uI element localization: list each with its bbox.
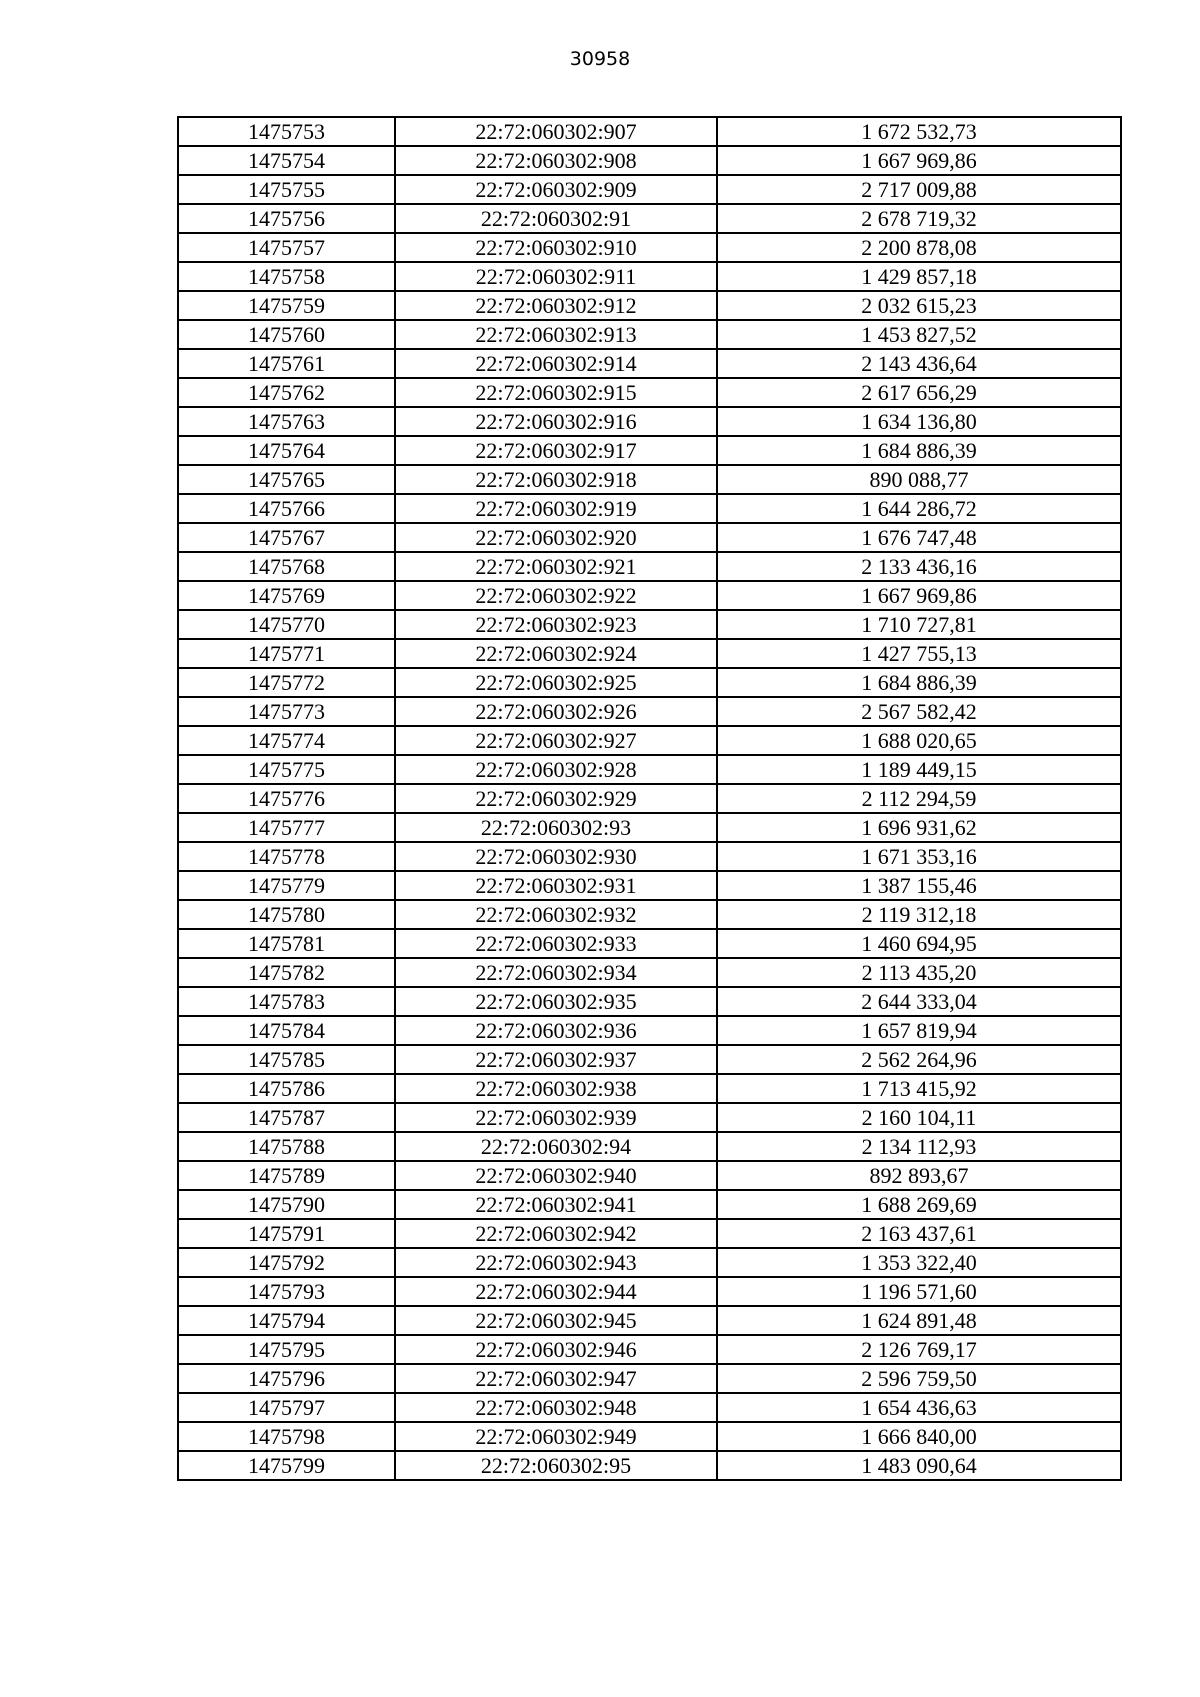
row-number-cell: 1475761 (178, 349, 395, 378)
cadastral-value-cell: 1 353 322,40 (717, 1248, 1121, 1277)
cadastral-value-cell: 1 696 931,62 (717, 813, 1121, 842)
row-number-cell: 1475786 (178, 1074, 395, 1103)
table-row (178, 465, 1121, 494)
row-number-cell: 1475774 (178, 726, 395, 755)
row-number-cell: 1475771 (178, 639, 395, 668)
row-number-cell: 1475772 (178, 668, 395, 697)
cadastral-value-cell: 2 163 437,61 (717, 1219, 1121, 1248)
cadastral-number-cell: 22:72:060302:908 (395, 146, 717, 175)
row-number-cell: 1475754 (178, 146, 395, 175)
cadastral-number-cell: 22:72:060302:926 (395, 697, 717, 726)
row-number-cell: 1475787 (178, 1103, 395, 1132)
cadastral-number-cell: 22:72:060302:94 (395, 1132, 717, 1161)
cadastral-value-cell: 2 119 312,18 (717, 900, 1121, 929)
row-number-cell: 1475788 (178, 1132, 395, 1161)
cadastral-value-cell: 890 088,77 (717, 465, 1121, 494)
cadastral-number-cell: 22:72:060302:927 (395, 726, 717, 755)
cadastral-number-cell: 22:72:060302:946 (395, 1335, 717, 1364)
table-row (178, 639, 1121, 668)
table-row (178, 668, 1121, 697)
row-number-cell: 1475799 (178, 1451, 395, 1480)
row-number-cell: 1475780 (178, 900, 395, 929)
cadastral-value-cell: 2 112 294,59 (717, 784, 1121, 813)
row-number-cell: 1475794 (178, 1306, 395, 1335)
row-number-cell: 1475795 (178, 1335, 395, 1364)
table-row (178, 407, 1121, 436)
table-row (178, 1045, 1121, 1074)
cadastral-number-cell: 22:72:060302:907 (395, 117, 717, 146)
cadastral-value-table (177, 116, 1122, 1481)
table-row (178, 610, 1121, 639)
cadastral-number-cell: 22:72:060302:95 (395, 1451, 717, 1480)
cadastral-value-cell: 1 684 886,39 (717, 668, 1121, 697)
cadastral-value-cell: 1 672 532,73 (717, 117, 1121, 146)
cadastral-number-cell: 22:72:060302:916 (395, 407, 717, 436)
cadastral-value-cell: 2 717 009,88 (717, 175, 1121, 204)
row-number-cell: 1475796 (178, 1364, 395, 1393)
cadastral-number-cell: 22:72:060302:912 (395, 291, 717, 320)
cadastral-number-cell: 22:72:060302:937 (395, 1045, 717, 1074)
table-row (178, 349, 1121, 378)
row-number-cell: 1475781 (178, 929, 395, 958)
cadastral-number-cell: 22:72:060302:929 (395, 784, 717, 813)
cadastral-value-cell: 1 644 286,72 (717, 494, 1121, 523)
cadastral-value-cell: 2 567 582,42 (717, 697, 1121, 726)
row-number-cell: 1475791 (178, 1219, 395, 1248)
table-row (178, 1219, 1121, 1248)
row-number-cell: 1475792 (178, 1248, 395, 1277)
row-number-cell: 1475793 (178, 1277, 395, 1306)
cadastral-number-cell: 22:72:060302:925 (395, 668, 717, 697)
row-number-cell: 1475769 (178, 581, 395, 610)
table-row (178, 871, 1121, 900)
row-number-cell: 1475790 (178, 1190, 395, 1219)
cadastral-value-cell: 1 427 755,13 (717, 639, 1121, 668)
cadastral-value-cell: 1 667 969,86 (717, 581, 1121, 610)
cadastral-number-cell: 22:72:060302:924 (395, 639, 717, 668)
cadastral-number-cell: 22:72:060302:909 (395, 175, 717, 204)
cadastral-number-cell: 22:72:060302:920 (395, 523, 717, 552)
table-row (178, 697, 1121, 726)
row-number-cell: 1475766 (178, 494, 395, 523)
table-row (178, 233, 1121, 262)
cadastral-number-cell: 22:72:060302:941 (395, 1190, 717, 1219)
table-row (178, 1306, 1121, 1335)
cadastral-number-cell: 22:72:060302:923 (395, 610, 717, 639)
row-number-cell: 1475753 (178, 117, 395, 146)
cadastral-value-cell: 2 596 759,50 (717, 1364, 1121, 1393)
table-row (178, 929, 1121, 958)
row-number-cell: 1475782 (178, 958, 395, 987)
table-row (178, 813, 1121, 842)
cadastral-value-cell: 1 624 891,48 (717, 1306, 1121, 1335)
table-row (178, 1364, 1121, 1393)
cadastral-number-cell: 22:72:060302:934 (395, 958, 717, 987)
cadastral-number-cell: 22:72:060302:919 (395, 494, 717, 523)
cadastral-number-cell: 22:72:060302:948 (395, 1393, 717, 1422)
cadastral-value-cell: 1 387 155,46 (717, 871, 1121, 900)
cadastral-number-cell: 22:72:060302:931 (395, 871, 717, 900)
cadastral-number-cell: 22:72:060302:932 (395, 900, 717, 929)
row-number-cell: 1475765 (178, 465, 395, 494)
table-row (178, 1016, 1121, 1045)
cadastral-value-cell: 2 032 615,23 (717, 291, 1121, 320)
row-number-cell: 1475783 (178, 987, 395, 1016)
cadastral-value-cell: 1 189 449,15 (717, 755, 1121, 784)
table-row (178, 784, 1121, 813)
table-row (178, 291, 1121, 320)
table-row (178, 146, 1121, 175)
row-number-cell: 1475785 (178, 1045, 395, 1074)
table-row (178, 436, 1121, 465)
row-number-cell: 1475763 (178, 407, 395, 436)
cadastral-number-cell: 22:72:060302:943 (395, 1248, 717, 1277)
row-number-cell: 1475773 (178, 697, 395, 726)
cadastral-value-cell: 1 688 020,65 (717, 726, 1121, 755)
cadastral-value-cell: 1 671 353,16 (717, 842, 1121, 871)
table-row (178, 204, 1121, 233)
table-row (178, 1161, 1121, 1190)
cadastral-value-cell: 2 160 104,11 (717, 1103, 1121, 1132)
table-row (178, 1335, 1121, 1364)
table-body (178, 117, 1121, 1480)
cadastral-value-cell: 2 113 435,20 (717, 958, 1121, 987)
cadastral-value-cell: 2 133 436,16 (717, 552, 1121, 581)
cadastral-value-cell: 1 654 436,63 (717, 1393, 1121, 1422)
table-row (178, 552, 1121, 581)
table-row (178, 1451, 1121, 1480)
cadastral-value-cell: 1 657 819,94 (717, 1016, 1121, 1045)
table-row (178, 523, 1121, 552)
table-row (178, 1248, 1121, 1277)
cadastral-value-cell: 1 460 694,95 (717, 929, 1121, 958)
cadastral-number-cell: 22:72:060302:949 (395, 1422, 717, 1451)
table-row (178, 1277, 1121, 1306)
cadastral-number-cell: 22:72:060302:947 (395, 1364, 717, 1393)
cadastral-value-cell: 2 678 719,32 (717, 204, 1121, 233)
table-row (178, 726, 1121, 755)
row-number-cell: 1475797 (178, 1393, 395, 1422)
cadastral-number-cell: 22:72:060302:917 (395, 436, 717, 465)
table-row (178, 1393, 1121, 1422)
table-row (178, 958, 1121, 987)
cadastral-number-cell: 22:72:060302:935 (395, 987, 717, 1016)
cadastral-value-cell: 2 617 656,29 (717, 378, 1121, 407)
row-number-cell: 1475776 (178, 784, 395, 813)
table-row (178, 117, 1121, 146)
cadastral-number-cell: 22:72:060302:938 (395, 1074, 717, 1103)
row-number-cell: 1475777 (178, 813, 395, 842)
row-number-cell: 1475778 (178, 842, 395, 871)
cadastral-number-cell: 22:72:060302:940 (395, 1161, 717, 1190)
table-row (178, 175, 1121, 204)
cadastral-value-cell: 1 196 571,60 (717, 1277, 1121, 1306)
cadastral-value-cell: 1 676 747,48 (717, 523, 1121, 552)
cadastral-value-cell: 2 143 436,64 (717, 349, 1121, 378)
row-number-cell: 1475784 (178, 1016, 395, 1045)
cadastral-number-cell: 22:72:060302:944 (395, 1277, 717, 1306)
table-row (178, 900, 1121, 929)
cadastral-value-cell: 1 688 269,69 (717, 1190, 1121, 1219)
cadastral-number-cell: 22:72:060302:933 (395, 929, 717, 958)
cadastral-value-cell: 2 562 264,96 (717, 1045, 1121, 1074)
cadastral-value-cell: 1 453 827,52 (717, 320, 1121, 349)
cadastral-value-cell: 1 666 840,00 (717, 1422, 1121, 1451)
cadastral-value-cell: 1 667 969,86 (717, 146, 1121, 175)
cadastral-value-cell: 1 713 415,92 (717, 1074, 1121, 1103)
cadastral-number-cell: 22:72:060302:922 (395, 581, 717, 610)
cadastral-value-cell: 1 483 090,64 (717, 1451, 1121, 1480)
row-number-cell: 1475760 (178, 320, 395, 349)
row-number-cell: 1475757 (178, 233, 395, 262)
page-number: 30958 (569, 48, 631, 70)
cadastral-number-cell: 22:72:060302:939 (395, 1103, 717, 1132)
cadastral-value-cell: 2 644 333,04 (717, 987, 1121, 1016)
table-row (178, 262, 1121, 291)
row-number-cell: 1475789 (178, 1161, 395, 1190)
cadastral-number-cell: 22:72:060302:913 (395, 320, 717, 349)
cadastral-value-cell: 2 200 878,08 (717, 233, 1121, 262)
table-row (178, 1103, 1121, 1132)
table-row (178, 581, 1121, 610)
table-row (178, 1132, 1121, 1161)
cadastral-number-cell: 22:72:060302:93 (395, 813, 717, 842)
row-number-cell: 1475770 (178, 610, 395, 639)
cadastral-value-cell: 1 634 136,80 (717, 407, 1121, 436)
cadastral-value-cell: 1 429 857,18 (717, 262, 1121, 291)
cadastral-number-cell: 22:72:060302:928 (395, 755, 717, 784)
table-row (178, 1190, 1121, 1219)
row-number-cell: 1475779 (178, 871, 395, 900)
cadastral-number-cell: 22:72:060302:942 (395, 1219, 717, 1248)
cadastral-number-cell: 22:72:060302:936 (395, 1016, 717, 1045)
table-row (178, 378, 1121, 407)
cadastral-number-cell: 22:72:060302:918 (395, 465, 717, 494)
table-row (178, 1422, 1121, 1451)
cadastral-number-cell: 22:72:060302:914 (395, 349, 717, 378)
row-number-cell: 1475764 (178, 436, 395, 465)
cadastral-value-cell: 892 893,67 (717, 1161, 1121, 1190)
table-row (178, 755, 1121, 784)
row-number-cell: 1475758 (178, 262, 395, 291)
row-number-cell: 1475767 (178, 523, 395, 552)
table-row (178, 320, 1121, 349)
row-number-cell: 1475762 (178, 378, 395, 407)
cadastral-value-cell: 1 684 886,39 (717, 436, 1121, 465)
table-row (178, 494, 1121, 523)
cadastral-number-cell: 22:72:060302:915 (395, 378, 717, 407)
cadastral-number-cell: 22:72:060302:921 (395, 552, 717, 581)
row-number-cell: 1475798 (178, 1422, 395, 1451)
row-number-cell: 1475775 (178, 755, 395, 784)
row-number-cell: 1475759 (178, 291, 395, 320)
table-row (178, 987, 1121, 1016)
cadastral-value-cell: 2 126 769,17 (717, 1335, 1121, 1364)
cadastral-value-cell: 2 134 112,93 (717, 1132, 1121, 1161)
cadastral-value-cell: 1 710 727,81 (717, 610, 1121, 639)
cadastral-number-cell: 22:72:060302:910 (395, 233, 717, 262)
cadastral-number-cell: 22:72:060302:91 (395, 204, 717, 233)
row-number-cell: 1475755 (178, 175, 395, 204)
cadastral-number-cell: 22:72:060302:911 (395, 262, 717, 291)
table-row (178, 1074, 1121, 1103)
cadastral-number-cell: 22:72:060302:930 (395, 842, 717, 871)
row-number-cell: 1475768 (178, 552, 395, 581)
cadastral-number-cell: 22:72:060302:945 (395, 1306, 717, 1335)
row-number-cell: 1475756 (178, 204, 395, 233)
table-row (178, 842, 1121, 871)
